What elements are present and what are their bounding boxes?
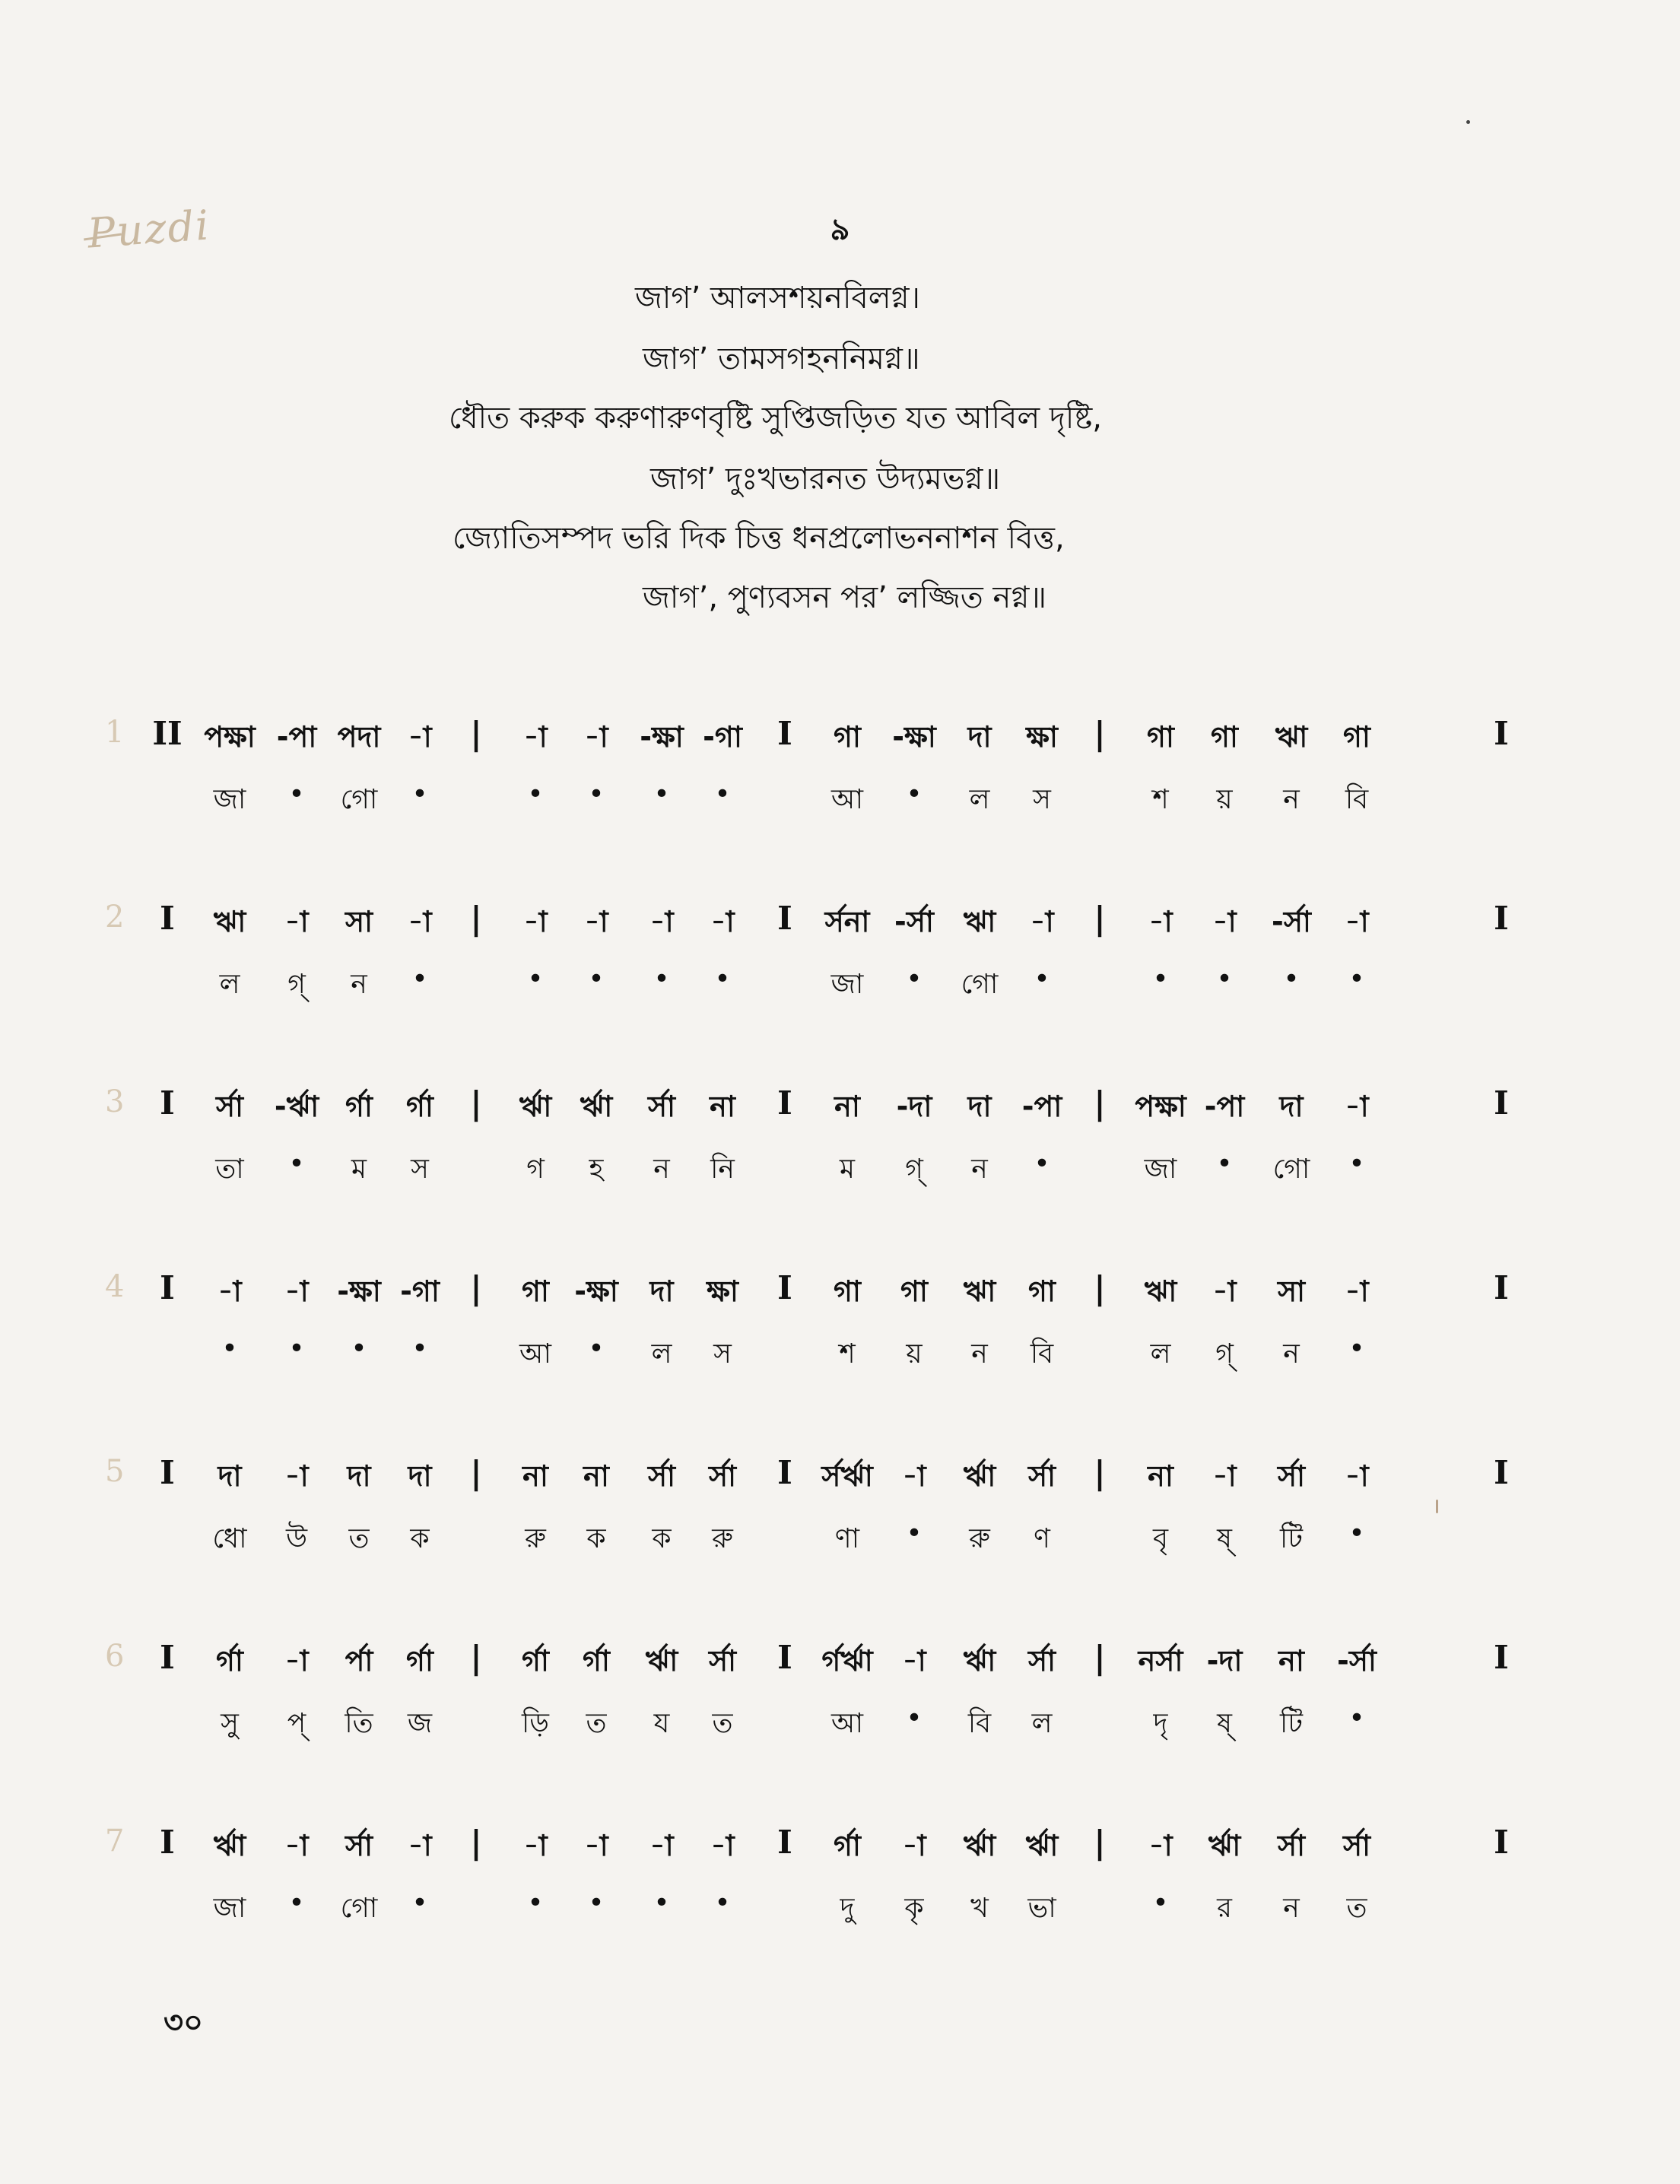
swara-note: র্সা <box>1342 1829 1371 1862</box>
lyric-syllable: ন <box>653 1154 670 1185</box>
lyric-syllable: • <box>351 1333 367 1364</box>
lyric-syllable: রু <box>712 1523 733 1554</box>
lyric-syllable: ম <box>351 1154 367 1185</box>
swara-note: না <box>1278 1644 1304 1678</box>
margin-handwritten-note: Puzdi <box>85 201 212 258</box>
swara-note: -া <box>284 1275 309 1308</box>
lyric-line: জাগ’ তামসগহননিমগ্ন॥ <box>643 341 920 376</box>
swara-note: দা <box>347 1459 371 1493</box>
lyric-syllable: খ <box>970 1893 989 1924</box>
swara-note: র্সা <box>1277 1829 1306 1862</box>
lyric-syllable: আ <box>831 1708 863 1739</box>
bar-line: I <box>160 1824 175 1861</box>
lyric-syllable: ক <box>652 1523 672 1554</box>
notation-row <box>105 900 1529 1021</box>
bar-line: | <box>1094 1824 1106 1861</box>
swara-note: র্ঋা <box>213 1829 246 1862</box>
swara-note: র্গা <box>583 1644 610 1678</box>
lyric-syllable: ন <box>351 969 367 1000</box>
lyric-syllable: • <box>288 1333 305 1364</box>
swara-note: র্সা <box>647 1459 676 1493</box>
lyric-syllable: আ <box>519 1338 551 1370</box>
swara-note: দা <box>1279 1090 1304 1123</box>
swara-note: -পা <box>276 720 317 754</box>
line-index: 1 <box>105 715 125 750</box>
notation-row <box>105 1454 1529 1576</box>
bar-line: I <box>1494 900 1509 937</box>
lyric-syllable: ষ্ <box>1217 1523 1232 1554</box>
lyric-syllable: গো <box>1272 1154 1310 1185</box>
lyric-syllable: • <box>1348 1703 1365 1734</box>
lyric-syllable: জা <box>1144 1154 1177 1185</box>
swara-note: নর্সা <box>1138 1644 1183 1678</box>
line-index: 3 <box>105 1084 125 1119</box>
swara-note: -া <box>218 1275 242 1308</box>
lyric-syllable: • <box>411 779 428 810</box>
swara-note: -া <box>902 1644 926 1678</box>
lyric-syllable: • <box>1216 963 1233 995</box>
lyric-syllable: ল <box>1150 1338 1171 1370</box>
lyric-syllable: ল <box>651 1338 672 1370</box>
lyric-line: ধৌত করুক করুণারুণবৃষ্টি সুপ্তিজড়িত যত আবিল দৃষ্টি, <box>449 401 1102 436</box>
lyric-syllable: • <box>411 1333 428 1364</box>
swara-note: ঋা <box>213 905 246 938</box>
swara-note: -ক্ষা <box>892 720 936 754</box>
notation-row <box>105 715 1529 836</box>
swara-note: -া <box>408 1829 432 1862</box>
swara-note: -পা <box>1204 1090 1245 1123</box>
lyric-syllable: স <box>1033 784 1051 815</box>
swara-note: র্গর্ঋা <box>821 1644 873 1678</box>
swara-note: র্সা <box>1027 1459 1056 1493</box>
swara-note: দা <box>967 1090 992 1123</box>
bar-line: I <box>1494 1639 1509 1676</box>
lyric-syllable: • <box>653 779 670 810</box>
lyric-syllable: • <box>527 1887 544 1919</box>
lyric-syllable: • <box>714 779 731 810</box>
lyric-syllable: • <box>906 963 923 995</box>
swara-note: ঋা <box>963 905 996 938</box>
swara-note: র্সা <box>1277 1459 1306 1493</box>
swara-note: -া <box>1345 1275 1369 1308</box>
swara-note: পক্ষা <box>1135 1090 1186 1123</box>
lyric-syllable: ক <box>410 1523 430 1554</box>
lyric-syllable: • <box>221 1333 238 1364</box>
lyric-syllable: ক <box>586 1523 606 1554</box>
bar-line: | <box>470 1639 482 1676</box>
swara-note: র্পা <box>345 1644 373 1678</box>
swara-note: না <box>710 1090 735 1123</box>
lyric-syllable: স <box>713 1338 732 1370</box>
swara-note: -া <box>584 905 608 938</box>
swara-note: ঋা <box>1275 720 1308 754</box>
lyric-syllable: ল <box>1031 1708 1053 1739</box>
swara-note: -া <box>584 720 608 754</box>
swara-note: র্গা <box>522 1644 549 1678</box>
bar-line: | <box>470 1454 482 1491</box>
line-index: 2 <box>105 900 125 935</box>
swara-note: -া <box>1148 905 1173 938</box>
lyric-syllable: গ্ <box>287 969 306 1000</box>
line-index: 6 <box>105 1639 125 1674</box>
swara-note: গা <box>1147 720 1174 754</box>
line-index: 4 <box>105 1269 125 1304</box>
swara-note: ঋা <box>963 1275 996 1308</box>
song-number: ৯ <box>830 212 850 247</box>
bar-line: I <box>1494 715 1509 752</box>
swara-note: গা <box>522 1275 549 1308</box>
lyric-syllable: বি <box>1030 1338 1054 1370</box>
swara-note: ক্ষা <box>1026 720 1058 754</box>
swara-note: গা <box>834 1275 861 1308</box>
bar-line: I <box>1494 1084 1509 1122</box>
lyric-syllable: শ <box>839 1338 856 1370</box>
swara-note: পক্ষা <box>204 720 256 754</box>
bar-line: | <box>1094 1084 1106 1122</box>
swara-note: না <box>834 1090 860 1123</box>
bar-line: II <box>152 715 183 752</box>
notation-row <box>105 1639 1529 1760</box>
bar-line: I <box>777 715 792 752</box>
swara-note: -ক্ষা <box>337 1275 381 1308</box>
swara-note: -া <box>408 720 432 754</box>
lyric-syllable: র <box>1217 1893 1232 1924</box>
swara-note: সা <box>1277 1275 1306 1308</box>
lyric-syllable: • <box>1152 963 1169 995</box>
bar-line: I <box>1494 1269 1509 1306</box>
swara-note: র্সা <box>708 1644 737 1678</box>
swara-note: দা <box>649 1275 674 1308</box>
swara-note: দা <box>218 1459 242 1493</box>
swara-note: -া <box>649 1829 674 1862</box>
notation-row <box>105 1269 1529 1391</box>
lyric-syllable: ণ <box>1034 1523 1050 1554</box>
swara-note: -া <box>902 1829 926 1862</box>
line-index: 5 <box>105 1454 125 1489</box>
lyric-syllable: গো <box>961 969 999 1000</box>
lyric-syllable: সু <box>221 1708 239 1739</box>
bar-line: | <box>470 900 482 937</box>
swara-note: -গা <box>400 1275 440 1308</box>
swara-note: র্ঋা <box>963 1459 996 1493</box>
swara-note: র্ঋা <box>645 1644 678 1678</box>
lyric-syllable: গো <box>340 1893 378 1924</box>
bar-line: I <box>160 1084 175 1122</box>
lyric-syllable: য় <box>1216 784 1233 815</box>
lyric-syllable: জা <box>830 969 864 1000</box>
bar-line: I <box>777 1269 792 1306</box>
swara-note: -া <box>523 1829 548 1862</box>
lyric-syllable: • <box>1034 1148 1050 1179</box>
lyric-syllable: দৃ <box>1153 1708 1168 1739</box>
lyric-syllable: • <box>527 963 544 995</box>
lyric-syllable: • <box>653 963 670 995</box>
lyric-syllable: • <box>714 963 731 995</box>
lyric-syllable: উ <box>285 1523 308 1554</box>
lyric-syllable: জা <box>213 1893 246 1924</box>
swara-note: -র্ঋা <box>274 1090 319 1123</box>
lyric-syllable: য় <box>906 1338 923 1370</box>
swara-note: র্সা <box>708 1459 737 1493</box>
lyric-syllable: বি <box>967 1708 992 1739</box>
lyric-syllable: • <box>588 963 605 995</box>
lyric-syllable: • <box>906 1703 923 1734</box>
lyric-syllable: রু <box>969 1523 990 1554</box>
lyric-syllable: • <box>527 779 544 810</box>
lyric-syllable: ত <box>712 1708 733 1739</box>
lyric-syllable: ল <box>969 784 990 815</box>
lyric-syllable: কৃ <box>904 1893 924 1924</box>
lyric-syllable: • <box>1152 1887 1169 1919</box>
lyric-syllable: ন <box>971 1154 988 1185</box>
lyric-syllable: • <box>1348 1333 1365 1364</box>
swara-note: র্গা <box>345 1090 373 1123</box>
lyric-syllable: রু <box>525 1523 546 1554</box>
swara-note: র্গা <box>216 1644 243 1678</box>
swara-note: গা <box>1343 720 1370 754</box>
swara-note: না <box>522 1459 548 1493</box>
swara-note: -া <box>902 1459 926 1493</box>
swara-note: -া <box>1345 1459 1369 1493</box>
swara-note: -া <box>710 905 735 938</box>
lyric-syllable: গ্ <box>1215 1338 1234 1370</box>
swara-note: -র্সা <box>1337 1644 1377 1678</box>
swara-note: গা <box>1028 1275 1056 1308</box>
lyric-syllable: • <box>906 779 923 810</box>
lyric-syllable: ল <box>219 969 240 1000</box>
lyric-syllable: • <box>588 1887 605 1919</box>
swara-note: -গা <box>703 720 742 754</box>
swara-note: র্সা <box>345 1829 373 1862</box>
swara-note: র্সা <box>215 1090 244 1123</box>
lyric-syllable: তি <box>345 1708 373 1739</box>
lyric-syllable: শ <box>1152 784 1169 815</box>
swara-note: পদা <box>337 720 381 754</box>
swara-note: র্সর্ঋা <box>821 1459 873 1493</box>
swara-note: র্সা <box>647 1090 676 1123</box>
bar-line: I <box>777 900 792 937</box>
swara-note: ক্ষা <box>707 1275 738 1308</box>
swara-note: -র্সা <box>1272 905 1311 938</box>
lyric-syllable: গো <box>340 784 378 815</box>
lyric-syllable: গ <box>526 1154 545 1185</box>
bar-line: | <box>1094 715 1106 752</box>
notation-row <box>105 1824 1529 1945</box>
swara-note: র্গা <box>406 1090 433 1123</box>
line-index: 7 <box>105 1824 125 1859</box>
swara-note: র্ঋা <box>519 1090 552 1123</box>
lyric-syllable: • <box>288 779 305 810</box>
swara-note: -া <box>284 1644 309 1678</box>
bar-line: | <box>470 1269 482 1306</box>
lyric-syllable: ম <box>840 1154 855 1185</box>
bar-line: | <box>1094 1454 1106 1491</box>
bar-line: I <box>1494 1454 1509 1491</box>
notation-row <box>105 1084 1529 1206</box>
lyric-syllable: • <box>1348 1518 1365 1549</box>
lyric-syllable: • <box>588 1333 605 1364</box>
swara-note: -া <box>1148 1829 1173 1862</box>
swara-note: -া <box>284 1829 309 1862</box>
lyric-syllable: য <box>653 1708 670 1739</box>
lyric-syllable: ন <box>1283 1893 1300 1924</box>
lyric-syllable: • <box>1348 963 1365 995</box>
swara-note: দা <box>967 720 992 754</box>
lyric-syllable: • <box>714 1887 731 1919</box>
lyric-syllable: ভা <box>1027 1893 1056 1924</box>
bar-line: I <box>777 1454 792 1491</box>
bar-line: | <box>470 1824 482 1861</box>
lyric-syllable: ন <box>1283 784 1300 815</box>
lyric-syllable: • <box>288 1887 305 1919</box>
swara-note: -া <box>1212 1459 1237 1493</box>
swara-note: -া <box>1345 905 1369 938</box>
lyric-syllable: ত <box>348 1523 370 1554</box>
swara-note: গা <box>834 720 861 754</box>
bar-line: | <box>470 715 482 752</box>
swara-note: -া <box>710 1829 735 1862</box>
swara-note: -া <box>284 1459 309 1493</box>
lyric-syllable: প্ <box>287 1708 306 1739</box>
swara-note: -া <box>523 905 548 938</box>
swara-note: -া <box>1212 905 1237 938</box>
swara-note: র্সনা <box>824 905 870 938</box>
swara-note: -া <box>649 905 674 938</box>
lyric-syllable: হ <box>589 1154 604 1185</box>
swara-note: -া <box>584 1829 608 1862</box>
swara-note: র্গা <box>834 1829 861 1862</box>
swara-note: সা <box>345 905 373 938</box>
swara-note: -দা <box>1206 1644 1243 1678</box>
lyric-syllable: ড়ি <box>522 1708 549 1739</box>
swara-note: ঋা <box>1144 1275 1177 1308</box>
swara-note: না <box>583 1459 609 1493</box>
swara-note: -া <box>523 720 548 754</box>
lyric-syllable: গ্ <box>905 1154 923 1185</box>
swara-note: -দা <box>896 1090 932 1123</box>
lyric-syllable: • <box>411 1887 428 1919</box>
bar-line: I <box>160 1269 175 1306</box>
paper-speck <box>1436 1500 1438 1513</box>
lyric-syllable: স <box>411 1154 429 1185</box>
lyric-syllable: জা <box>213 784 246 815</box>
swara-note: -পা <box>1021 1090 1062 1123</box>
swara-note: দা <box>408 1459 432 1493</box>
lyric-syllable: ন <box>971 1338 988 1370</box>
paper-speck <box>1466 120 1470 124</box>
swara-note: -র্সা <box>894 905 934 938</box>
lyric-syllable: • <box>1283 963 1300 995</box>
lyric-syllable: বৃ <box>1152 1523 1169 1554</box>
swara-note: গা <box>1211 720 1238 754</box>
lyric-line: জাগ’ আলসশয়নবিলগ্ন। <box>635 281 920 316</box>
lyric-syllable: • <box>288 1148 305 1179</box>
swara-note: র্সা <box>1027 1644 1056 1678</box>
lyric-syllable: • <box>1348 1148 1365 1179</box>
lyric-syllable: • <box>588 779 605 810</box>
bar-line: I <box>160 1639 175 1676</box>
lyric-line: জ্যোতিসম্পদ ভরি দিক চিত্ত ধনপ্রলোভননাশন বিত্ত, <box>453 521 1065 556</box>
lyric-syllable: টি <box>1280 1708 1303 1739</box>
swara-note: -ক্ষা <box>640 720 684 754</box>
bar-line: I <box>1494 1824 1509 1861</box>
lyric-syllable: • <box>1216 1148 1233 1179</box>
bar-line: I <box>777 1084 792 1122</box>
lyric-line: জাগ’ দুঃখভারনত উদ্যমভগ্ন॥ <box>650 462 1001 497</box>
lyric-syllable: দু <box>840 1893 855 1924</box>
lyric-syllable: • <box>1034 963 1050 995</box>
bar-line: | <box>1094 900 1106 937</box>
swara-note: -া <box>284 905 309 938</box>
swara-note: -া <box>1212 1275 1237 1308</box>
lyric-syllable: জ <box>407 1708 433 1739</box>
lyric-syllable: তা <box>215 1154 244 1185</box>
bar-line: I <box>160 900 175 937</box>
lyric-syllable: আ <box>831 784 863 815</box>
lyric-syllable: ষ্ <box>1217 1708 1232 1739</box>
lyric-syllable: টি <box>1280 1523 1303 1554</box>
swara-note: -ক্ষা <box>574 1275 618 1308</box>
swara-note: -া <box>1030 905 1054 938</box>
lyric-syllable: • <box>906 1518 923 1549</box>
bar-line: | <box>470 1084 482 1122</box>
lyric-syllable: নি <box>710 1154 735 1185</box>
lyric-line: জাগ’, পুণ্যবসন পর’ লজ্জিত নগ্ন॥ <box>643 580 1047 615</box>
bar-line: | <box>1094 1639 1106 1676</box>
swara-note: -া <box>408 905 432 938</box>
lyric-syllable: • <box>653 1887 670 1919</box>
swara-note: র্গা <box>406 1644 433 1678</box>
bar-line: I <box>160 1454 175 1491</box>
lyric-syllable: ধো <box>212 1523 247 1554</box>
swara-note: র্ঋা <box>1025 1829 1059 1862</box>
swara-note: র্ঋা <box>580 1090 613 1123</box>
bar-line: I <box>777 1824 792 1861</box>
swara-note: র্ঋা <box>963 1829 996 1862</box>
lyric-syllable: ণা <box>834 1523 860 1554</box>
lyric-syllable: ত <box>1346 1893 1367 1924</box>
page-number: ৩০ <box>164 2005 204 2040</box>
swara-note: না <box>1148 1459 1173 1493</box>
bar-line: I <box>777 1639 792 1676</box>
swara-note: গা <box>900 1275 928 1308</box>
swara-note: র্ঋা <box>963 1644 996 1678</box>
swara-note: -া <box>1345 1090 1369 1123</box>
bar-line: | <box>1094 1269 1106 1306</box>
lyric-syllable: বি <box>1345 784 1369 815</box>
lyric-syllable: • <box>411 963 428 995</box>
lyric-syllable: ত <box>586 1708 607 1739</box>
swara-note: র্ঋা <box>1208 1829 1241 1862</box>
lyric-syllable: ন <box>1283 1338 1300 1370</box>
